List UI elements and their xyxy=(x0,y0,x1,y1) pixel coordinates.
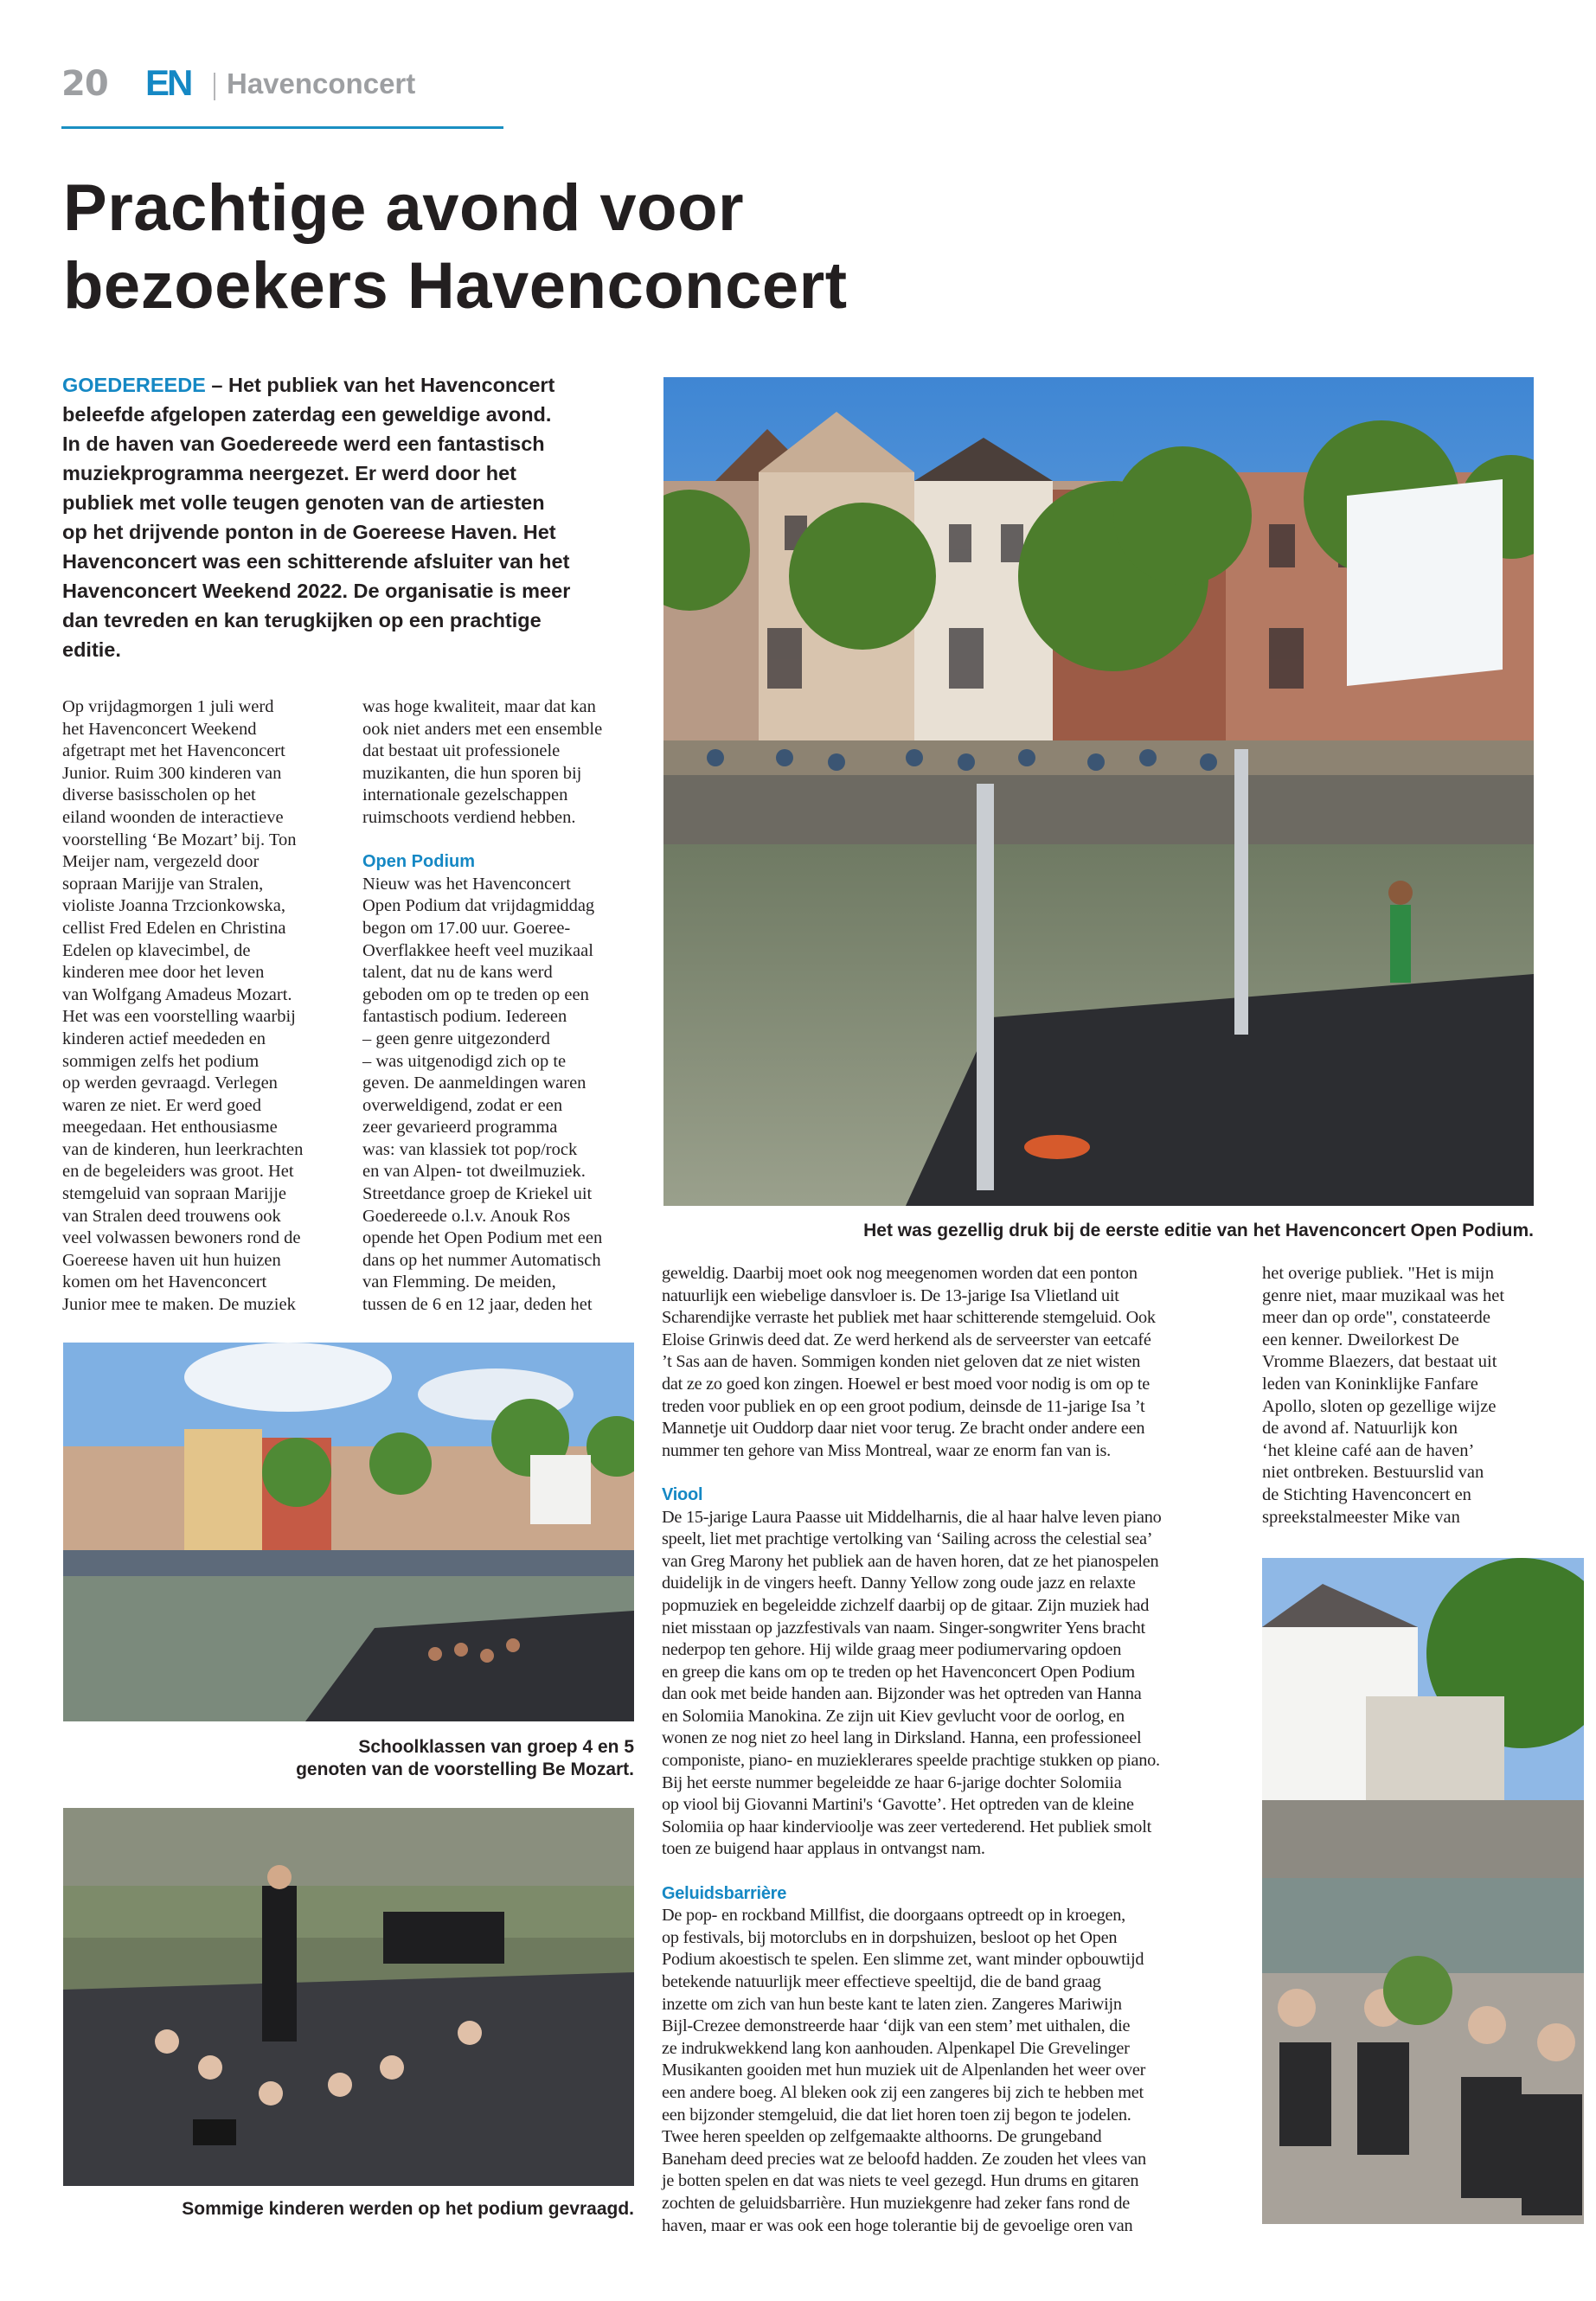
body-line: ’t Sas aan de haven. Sommigen konden niet geloven dat ze niet wisten xyxy=(662,1352,1141,1372)
body-line: geweldig. Daarbij moet ook nog meegenomen worden dat een ponton xyxy=(662,1264,1138,1283)
body-column-middle xyxy=(662,1263,1237,2237)
body-line: duidelijk in de vingers heeft. Danny Yellow zong oude jazz en relaxte xyxy=(662,1574,1136,1593)
body-line: Apollo, sloten op gezellige wijze xyxy=(1262,1396,1497,1416)
body-line: van Stralen deed trouwens ook xyxy=(62,1206,281,1226)
lead-lines xyxy=(62,400,633,664)
lead-line: muziekprogramma neergezet. Er werd door het xyxy=(62,462,516,484)
body-line: dans op het nummer Automatisch xyxy=(362,1250,601,1270)
body-line: ze indrukwekkend lang kon aanhouden. Alpenkapel Die Grevelinger xyxy=(662,2038,1130,2058)
body-line: Streetdance groep de Kriekel uit xyxy=(362,1184,593,1204)
body-line: en greep die kans om op te treden op het Havenconcert Open Podium xyxy=(662,1662,1135,1682)
lead-line: op het drijvende ponton in de Goereese Haven. Het xyxy=(62,521,556,543)
body-line: Junior. Ruim 300 kinderen van xyxy=(62,763,282,783)
body-line: haven, maar er was ook een hoge tolerantie bij de gevoelige oren van xyxy=(662,2215,1133,2235)
body-line: nummer ten gehore van Miss Montreal, waar ze enorm fan van is. xyxy=(662,1440,1111,1460)
article-lead xyxy=(62,370,633,664)
body-line: was: van klassiek tot pop/rock xyxy=(362,1139,578,1159)
body-line: van Wolfgang Amadeus Mozart. xyxy=(62,984,292,1004)
body-line: komen om het Havenconcert xyxy=(62,1272,267,1292)
body-line: een kenner. Dweilorkest De xyxy=(1262,1330,1459,1349)
body-line: Bij het eerste nummer begeleidde ze haar 6-jarige dochter Solomiia xyxy=(662,1772,1122,1792)
body-line: zeer gevarieerd programma xyxy=(362,1118,558,1138)
body-line: geboden om op te treden op een xyxy=(362,984,589,1004)
body-line: geven. De aanmeldingen waren xyxy=(362,1074,586,1093)
body-line: een andere boeg. Al bleken ook zij een zangeres bij zich te hebben met xyxy=(662,2082,1144,2102)
body-column-1 xyxy=(62,696,339,1317)
body-line: Edelen op klavecimbel, de xyxy=(62,940,251,960)
caption-line: Schoolklassen van groep 4 en 5 xyxy=(358,1737,634,1757)
body-line: Eloise Grinwis deed dat. Ze werd herkend als de serveerster van eetcafé xyxy=(662,1330,1151,1349)
body-line: eiland woonden de interactieve xyxy=(62,807,284,827)
body-line: betekende natuurlijk meer effectieve speeltijd, die de band graag xyxy=(662,1972,1101,1991)
dateline: GOEDEREEDE xyxy=(62,374,206,396)
body-line: ‘het kleine café aan de haven’ xyxy=(1262,1440,1475,1460)
body-line: componiste, piano- en muzieklerares speelde prachtige stukken op piano. xyxy=(662,1751,1160,1771)
body-line: van Greg Marony het publiek aan de haven horen, dat ze het pianospelen xyxy=(662,1551,1159,1571)
header-divider xyxy=(214,73,215,100)
photo-school-classes xyxy=(63,1343,634,1721)
article-headline xyxy=(63,170,848,325)
body-line: Solomiia op haar kindervioolje was zeer vertederend. Het publiek smolt xyxy=(662,1817,1151,1836)
body-line: Nieuw was het Havenconcert xyxy=(362,874,571,894)
body-line: je botten spelen en dat was niets te veel gezegd. Hun drums en gitaren xyxy=(662,2171,1139,2191)
lead-line: Havenconcert was een schitterende afsluiter van het xyxy=(62,550,570,573)
body-line: op viool bij Giovanni Martini's ‘Gavotte’. Het optreden van de kleine xyxy=(662,1795,1134,1815)
body-line: zochten de geluidsbarrière. Hun muziekgenre had zeker fans rond de xyxy=(662,2193,1130,2213)
body-line: het overige publiek. "Het is mijn xyxy=(1262,1264,1494,1283)
body-line: meegedaan. Het enthousiasme xyxy=(62,1118,278,1138)
body-line: van Flemming. De meiden, xyxy=(362,1272,556,1292)
caption-school-classes xyxy=(63,1736,634,1781)
lead-line: publiek met volle teugen genoten van de artiesten xyxy=(62,491,545,514)
body-line: genre niet, maar muzikaal was het xyxy=(1262,1285,1505,1305)
body-line: Mannetje uit Ouddorp daar niet voor terug. Ze bracht onder andere een xyxy=(662,1419,1145,1439)
body-line: Baneham deed precies wat ze beloofd hadden. Ze zouden het vlees van xyxy=(662,2149,1146,2169)
caption-line: genoten van de voorstelling Be Mozart. xyxy=(296,1759,634,1779)
body-line: Op vrijdagmorgen 1 juli werd xyxy=(62,697,274,716)
body-line: niet misstaan op jazzfestivals van naam. Singer-songwriter Yens bracht xyxy=(662,1618,1145,1638)
body-line: afgetrapt met het Havenconcert xyxy=(62,741,285,761)
body-line: op werden gevraagd. Verlegen xyxy=(62,1074,278,1093)
body-line: op festivals, bij motorclubs en in dorpshuizen, besloot op het Open xyxy=(662,1927,1118,1947)
body-line: Bijl-Crezee demonstreerde haar ‘dijk van een stem’ met uithalen, die xyxy=(662,2016,1131,2036)
body-line: waren ze niet. Er werd goed xyxy=(62,1095,261,1115)
body-line: diverse basisscholen op het xyxy=(62,785,256,805)
body-line: voorstelling ‘Be Mozart’ bij. Ton xyxy=(62,830,297,849)
body-line: was hoge kwaliteit, maar dat kan xyxy=(362,697,596,716)
caption-kids-on-stage: Sommige kinderen werden op het podium gevraagd. xyxy=(182,2199,634,2219)
lead-first-line: – Het publiek van het Havenconcert xyxy=(205,374,555,396)
body-line: ook niet anders met een ensemble xyxy=(362,719,603,739)
lead-line: beleefde afgelopen zaterdag een geweldige avond. xyxy=(62,403,552,426)
body-line: een bijzonder stemgeluid, die dat liet horen toen zij begon te jodelen. xyxy=(662,2105,1131,2125)
body-line: de avond af. Natuurlijk kon xyxy=(1262,1419,1458,1439)
body-line: overweldigend, zodat er een xyxy=(362,1095,563,1115)
body-line: Open Podium dat vrijdagmiddag xyxy=(362,896,595,916)
body-line: treden voor publiek en op een groot podium, deinsde de 11-jarige Isa ’t xyxy=(662,1396,1145,1416)
body-line: – geen genre uitgezonderd xyxy=(362,1029,550,1048)
subheading-open-podium: Open Podium xyxy=(362,852,475,872)
body-line: tussen de 6 en 12 jaar, deden het xyxy=(362,1295,593,1315)
body-column-right xyxy=(1262,1263,1539,1529)
body-line: ruimschoots verdiend hebben. xyxy=(362,807,576,827)
body-line: opende het Open Podium met een xyxy=(362,1228,603,1248)
body-line: Scharendijke verraste het publiek met haar schitterende stemgeluid. Ook xyxy=(662,1308,1156,1328)
body-line: meer dan op orde", constateerde xyxy=(1262,1308,1490,1328)
body-line: veel volwassen bewoners rond de xyxy=(62,1228,301,1248)
body-line: van de kinderen, hun leerkrachten xyxy=(62,1139,304,1159)
body-line: Twee heren speelden op zelfgemaakte althoorns. De grungeband xyxy=(662,2127,1102,2147)
subheading-geluidsbarriere: Geluidsbarrière xyxy=(662,1883,787,1903)
body-line: – was uitgenodigd zich op te xyxy=(362,1051,567,1071)
body-line: natuurlijk een wiebelige dansvloer is. De 13-jarige Isa Vlietland uit xyxy=(662,1285,1119,1305)
body-column-2 xyxy=(362,696,639,1317)
headline-line: bezoekers Havenconcert xyxy=(63,249,848,323)
subheading-viool: Viool xyxy=(662,1484,703,1504)
brand-logo: EN xyxy=(145,62,191,103)
body-line: fantastisch podium. Iedereen xyxy=(362,1007,567,1027)
body-line: Musikanten gooiden met hun muziek uit de Alpenlanden het weer over xyxy=(662,2061,1146,2080)
lead-line: Havenconcert Weekend 2022. De organisatie is meer xyxy=(62,580,571,602)
lead-line: In de haven van Goedereede werd een fantastisch xyxy=(62,433,545,455)
body-line: nederpop ten gehore. Hij wilde graag meer podiumervaring opdoen xyxy=(662,1640,1122,1660)
body-line: begon om 17.00 uur. Goeree- xyxy=(362,918,571,938)
body-line: Goereese haven uit hun huizen xyxy=(62,1250,281,1270)
body-line: en van Alpen- tot dweilmuziek. xyxy=(362,1162,586,1182)
body-line: sopraan Marijje van Stralen, xyxy=(62,874,264,894)
body-line: toen ze buigend haar applaus in ontvangst nam. xyxy=(662,1839,985,1859)
caption-main-photo: Het was gezellig druk bij de eerste editie van het Havenconcert Open Podium. xyxy=(863,1221,1534,1240)
body-line: de Stichting Havenconcert en xyxy=(1262,1484,1471,1504)
body-line: De 15-jarige Laura Paasse uit Middelharnis, die al haar halve leven piano xyxy=(662,1507,1162,1527)
body-line: internationale gezelschappen xyxy=(362,785,568,805)
body-line: spreekstalmeester Mike van xyxy=(1262,1507,1460,1527)
body-line: wonen ze nog niet zo heel lang in Dirksland. Hanna, een professioneel xyxy=(662,1728,1142,1748)
lead-line: dan tevreden en kan terugkijken op een prachtige xyxy=(62,609,542,631)
body-line: inzette om zich van hun beste kant te laten zien. Zangeres Mariwijn xyxy=(662,1994,1122,2014)
photo-audience-quay xyxy=(1262,1558,1584,2224)
body-line: niet ontbreken. Bestuurslid van xyxy=(1262,1463,1484,1483)
lead-line: editie. xyxy=(62,638,121,661)
body-line: violiste Joanna Trzcionkowska, xyxy=(62,896,285,916)
body-line: Junior mee te maken. De muziek xyxy=(62,1295,296,1315)
body-line: kinderen mee door het leven xyxy=(62,963,265,983)
section-label: Havenconcert xyxy=(227,67,416,99)
body-line: Goedereede o.l.v. Anouk Ros xyxy=(362,1206,571,1226)
body-line: stemgeluid van sopraan Marijje xyxy=(62,1184,287,1204)
body-line: sommigen zelfs het podium xyxy=(62,1051,260,1071)
page-number: 20 xyxy=(61,64,108,104)
photo-harbour-stage xyxy=(663,377,1534,1206)
body-line: muzikanten, die hun sporen bij xyxy=(362,763,582,783)
body-line: De pop- en rockband Millfist, die doorgaans optreedt op in kroegen, xyxy=(662,1906,1125,1926)
body-line: cellist Fred Edelen en Christina xyxy=(62,918,286,938)
body-line: dan ook met beide handen aan. Bijzonder was het optreden van Hanna xyxy=(662,1684,1142,1704)
headline-line: Prachtige avond voor xyxy=(63,171,745,245)
body-line: Het was een voorstelling waarbij xyxy=(62,1007,296,1027)
body-line: talent, dat nu de kans werd xyxy=(362,963,553,983)
body-line: popmuziek en begeleidde zichzelf daarbij op de gitaar. Zijn muziek had xyxy=(662,1595,1150,1615)
body-line: Vromme Blaezers, dat bestaat uit xyxy=(1262,1352,1497,1372)
photo-kids-on-stage xyxy=(63,1808,634,2186)
body-line: leden van Koninklijke Fanfare xyxy=(1262,1374,1478,1394)
body-line: dat bestaat uit professionele xyxy=(362,741,561,761)
body-line: en de begeleiders was groot. Het xyxy=(62,1162,294,1182)
body-line: Overflakkee heeft veel muzikaal xyxy=(362,940,593,960)
body-line: kinderen actief meededen en xyxy=(62,1029,266,1048)
body-line: Podium akoestisch te spelen. Een slimme zet, want minder opbouwtijd xyxy=(662,1950,1144,1970)
body-line: dat ze zo goed kon zingen. Hoewel er best moed voor nodig is om op te xyxy=(662,1374,1150,1394)
body-line: Meijer nam, vergezeld door xyxy=(62,852,260,872)
body-line: speelt, liet met prachtige vertolking van ‘Sailing across the celestial sea’ xyxy=(662,1529,1153,1549)
body-line: het Havenconcert Weekend xyxy=(62,719,257,739)
body-line: en Solomiia Manokina. Ze zijn uit Kiev gevlucht voor de oorlog, en xyxy=(662,1706,1125,1726)
header-rule xyxy=(61,126,503,129)
